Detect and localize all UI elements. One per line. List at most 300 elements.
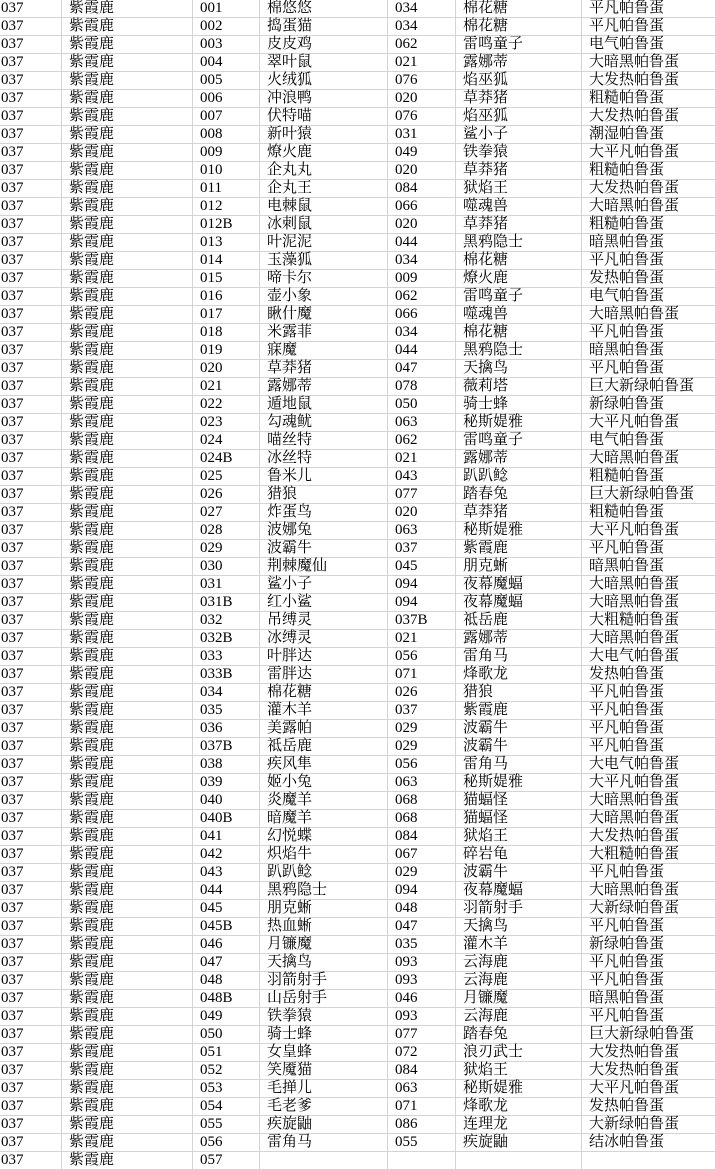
cell-partner-name[interactable]: 露娜蒂 xyxy=(456,54,582,72)
cell-partner-no[interactable]: 056 xyxy=(388,756,456,774)
cell-partner-no[interactable]: 020 xyxy=(388,90,456,108)
cell-partner-name[interactable]: 烽歌龙 xyxy=(456,666,582,684)
cell-family-name[interactable]: 紫霞鹿 xyxy=(62,234,193,252)
cell-family-name[interactable]: 紫霞鹿 xyxy=(62,126,193,144)
cell-partner-name[interactable]: 波霸牛 xyxy=(456,864,582,882)
cell-partner-no[interactable]: 084 xyxy=(388,1062,456,1080)
cell-partner-name[interactable]: 鲨小子 xyxy=(456,126,582,144)
cell-dex-no[interactable]: 037 xyxy=(0,126,62,144)
cell-partner-name[interactable]: 云海鹿 xyxy=(456,1008,582,1026)
cell-egg-type[interactable]: 暗黑帕鲁蛋 xyxy=(582,342,716,360)
cell-egg-type[interactable]: 平凡帕鲁蛋 xyxy=(582,972,716,990)
cell-family-name[interactable]: 紫霞鹿 xyxy=(62,288,193,306)
cell-family-name[interactable]: 紫霞鹿 xyxy=(62,36,193,54)
cell-partner-no[interactable]: 068 xyxy=(388,810,456,828)
cell-dex-no[interactable]: 037 xyxy=(0,432,62,450)
cell-partner-no[interactable]: 063 xyxy=(388,522,456,540)
cell-partner-name[interactable]: 朋克蜥 xyxy=(456,558,582,576)
cell-entry-no[interactable]: 021 xyxy=(193,378,260,396)
cell-entry-name[interactable] xyxy=(260,1152,388,1170)
cell-egg-type[interactable]: 大发热帕鲁蛋 xyxy=(582,1044,716,1062)
cell-egg-type[interactable]: 大暗黑帕鲁蛋 xyxy=(582,882,716,900)
cell-partner-name[interactable]: 雷鸣童子 xyxy=(456,432,582,450)
cell-partner-name[interactable]: 碎岩龟 xyxy=(456,846,582,864)
cell-partner-name[interactable]: 燎火鹿 xyxy=(456,270,582,288)
cell-egg-type[interactable]: 平凡帕鲁蛋 xyxy=(582,954,716,972)
cell-dex-no[interactable]: 037 xyxy=(0,990,62,1008)
cell-family-name[interactable]: 紫霞鹿 xyxy=(62,54,193,72)
cell-partner-no[interactable]: 026 xyxy=(388,684,456,702)
cell-partner-name[interactable]: 黑鸦隐士 xyxy=(456,342,582,360)
cell-dex-no[interactable]: 037 xyxy=(0,486,62,504)
cell-entry-no[interactable]: 023 xyxy=(193,414,260,432)
cell-family-name[interactable]: 紫霞鹿 xyxy=(62,612,193,630)
cell-entry-no[interactable]: 003 xyxy=(193,36,260,54)
cell-partner-no[interactable]: 037B xyxy=(388,612,456,630)
cell-family-name[interactable]: 紫霞鹿 xyxy=(62,252,193,270)
cell-family-name[interactable]: 紫霞鹿 xyxy=(62,1008,193,1026)
cell-family-name[interactable]: 紫霞鹿 xyxy=(62,0,193,18)
cell-entry-no[interactable]: 024B xyxy=(193,450,260,468)
cell-entry-name[interactable]: 月镰魔 xyxy=(260,936,388,954)
cell-partner-name[interactable]: 踏春兔 xyxy=(456,486,582,504)
cell-partner-name[interactable]: 踏春兔 xyxy=(456,1026,582,1044)
cell-partner-no[interactable]: 046 xyxy=(388,990,456,1008)
cell-egg-type[interactable]: 发热帕鲁蛋 xyxy=(582,666,716,684)
cell-entry-no[interactable]: 019 xyxy=(193,342,260,360)
cell-partner-no[interactable]: 009 xyxy=(388,270,456,288)
cell-partner-name[interactable]: 草莽猪 xyxy=(456,504,582,522)
cell-partner-no[interactable]: 094 xyxy=(388,882,456,900)
cell-partner-no[interactable]: 044 xyxy=(388,342,456,360)
cell-egg-type[interactable]: 大暗黑帕鲁蛋 xyxy=(582,198,716,216)
cell-partner-name[interactable]: 铁拳猿 xyxy=(456,144,582,162)
cell-partner-no[interactable]: 034 xyxy=(388,0,456,18)
cell-family-name[interactable]: 紫霞鹿 xyxy=(62,648,193,666)
cell-family-name[interactable]: 紫霞鹿 xyxy=(62,792,193,810)
cell-entry-name[interactable]: 企丸丸 xyxy=(260,162,388,180)
cell-entry-name[interactable]: 草莽猪 xyxy=(260,360,388,378)
cell-entry-no[interactable]: 057 xyxy=(193,1152,260,1170)
cell-family-name[interactable]: 紫霞鹿 xyxy=(62,1044,193,1062)
cell-dex-no[interactable]: 037 xyxy=(0,918,62,936)
cell-entry-name[interactable]: 红小鲨 xyxy=(260,594,388,612)
cell-dex-no[interactable]: 037 xyxy=(0,954,62,972)
cell-entry-name[interactable]: 毛掸儿 xyxy=(260,1080,388,1098)
cell-entry-name[interactable]: 企丸王 xyxy=(260,180,388,198)
cell-entry-no[interactable]: 011 xyxy=(193,180,260,198)
cell-entry-name[interactable]: 猎狼 xyxy=(260,486,388,504)
cell-egg-type[interactable]: 大发热帕鲁蛋 xyxy=(582,72,716,90)
cell-partner-name[interactable]: 狱焰王 xyxy=(456,828,582,846)
cell-entry-name[interactable]: 棉花糖 xyxy=(260,684,388,702)
cell-entry-no[interactable]: 004 xyxy=(193,54,260,72)
cell-partner-no[interactable]: 093 xyxy=(388,1008,456,1026)
cell-egg-type[interactable]: 平凡帕鲁蛋 xyxy=(582,360,716,378)
cell-partner-name[interactable]: 夜幕魔蝠 xyxy=(456,882,582,900)
cell-entry-name[interactable]: 伏特喵 xyxy=(260,108,388,126)
cell-partner-no[interactable]: 077 xyxy=(388,486,456,504)
cell-partner-name[interactable]: 天擒鸟 xyxy=(456,918,582,936)
cell-entry-name[interactable]: 雷胖达 xyxy=(260,666,388,684)
cell-entry-name[interactable]: 米露菲 xyxy=(260,324,388,342)
cell-entry-no[interactable]: 013 xyxy=(193,234,260,252)
cell-dex-no[interactable]: 037 xyxy=(0,756,62,774)
cell-partner-name[interactable]: 趴趴鲶 xyxy=(456,468,582,486)
cell-dex-no[interactable]: 037 xyxy=(0,774,62,792)
cell-entry-name[interactable]: 捣蛋猫 xyxy=(260,18,388,36)
cell-egg-type[interactable]: 大发热帕鲁蛋 xyxy=(582,180,716,198)
cell-family-name[interactable]: 紫霞鹿 xyxy=(62,918,193,936)
cell-entry-name[interactable]: 冰刺鼠 xyxy=(260,216,388,234)
cell-entry-name[interactable]: 火绒狐 xyxy=(260,72,388,90)
cell-dex-no[interactable]: 037 xyxy=(0,972,62,990)
cell-partner-no[interactable]: 056 xyxy=(388,648,456,666)
cell-egg-type[interactable]: 平凡帕鲁蛋 xyxy=(582,702,716,720)
cell-partner-no[interactable]: 078 xyxy=(388,378,456,396)
cell-entry-no[interactable]: 041 xyxy=(193,828,260,846)
cell-partner-name[interactable] xyxy=(456,1152,582,1170)
cell-egg-type[interactable]: 大平凡帕鲁蛋 xyxy=(582,522,716,540)
cell-partner-name[interactable]: 棉花糖 xyxy=(456,0,582,18)
cell-egg-type[interactable]: 大暗黑帕鲁蛋 xyxy=(582,576,716,594)
cell-dex-no[interactable]: 037 xyxy=(0,1062,62,1080)
cell-dex-no[interactable]: 037 xyxy=(0,864,62,882)
cell-family-name[interactable]: 紫霞鹿 xyxy=(62,558,193,576)
cell-partner-no[interactable]: 084 xyxy=(388,180,456,198)
cell-dex-no[interactable]: 037 xyxy=(0,36,62,54)
cell-partner-name[interactable]: 秘斯媞雅 xyxy=(456,414,582,432)
cell-egg-type[interactable]: 粗糙帕鲁蛋 xyxy=(582,468,716,486)
cell-family-name[interactable]: 紫霞鹿 xyxy=(62,468,193,486)
cell-entry-name[interactable]: 皮皮鸡 xyxy=(260,36,388,54)
cell-partner-no[interactable]: 049 xyxy=(388,144,456,162)
cell-family-name[interactable]: 紫霞鹿 xyxy=(62,180,193,198)
cell-entry-name[interactable]: 啼卡尔 xyxy=(260,270,388,288)
cell-entry-name[interactable]: 羽箭射手 xyxy=(260,972,388,990)
cell-entry-no[interactable]: 038 xyxy=(193,756,260,774)
cell-partner-no[interactable]: 067 xyxy=(388,846,456,864)
cell-family-name[interactable]: 紫霞鹿 xyxy=(62,1026,193,1044)
cell-dex-no[interactable]: 037 xyxy=(0,666,62,684)
cell-partner-no[interactable]: 063 xyxy=(388,774,456,792)
cell-entry-name[interactable]: 骑士蜂 xyxy=(260,1026,388,1044)
cell-dex-no[interactable]: 037 xyxy=(0,576,62,594)
cell-dex-no[interactable]: 037 xyxy=(0,18,62,36)
cell-egg-type[interactable]: 暗黑帕鲁蛋 xyxy=(582,558,716,576)
cell-egg-type[interactable]: 电气帕鲁蛋 xyxy=(582,288,716,306)
cell-dex-no[interactable]: 037 xyxy=(0,846,62,864)
cell-family-name[interactable]: 紫霞鹿 xyxy=(62,18,193,36)
cell-partner-no[interactable]: 093 xyxy=(388,972,456,990)
cell-entry-no[interactable]: 005 xyxy=(193,72,260,90)
cell-partner-name[interactable]: 骑士蜂 xyxy=(456,396,582,414)
cell-entry-no[interactable]: 024 xyxy=(193,432,260,450)
cell-family-name[interactable]: 紫霞鹿 xyxy=(62,936,193,954)
cell-entry-no[interactable]: 050 xyxy=(193,1026,260,1044)
cell-partner-no[interactable]: 084 xyxy=(388,828,456,846)
cell-entry-name[interactable]: 喵丝特 xyxy=(260,432,388,450)
cell-dex-no[interactable]: 037 xyxy=(0,180,62,198)
cell-entry-no[interactable]: 045B xyxy=(193,918,260,936)
cell-entry-name[interactable]: 电棘鼠 xyxy=(260,198,388,216)
cell-partner-name[interactable]: 猫蝠怪 xyxy=(456,810,582,828)
cell-egg-type[interactable]: 平凡帕鲁蛋 xyxy=(582,18,716,36)
cell-partner-no[interactable]: 071 xyxy=(388,1098,456,1116)
cell-dex-no[interactable]: 037 xyxy=(0,270,62,288)
cell-egg-type[interactable]: 电气帕鲁蛋 xyxy=(582,432,716,450)
cell-family-name[interactable]: 紫霞鹿 xyxy=(62,1134,193,1152)
cell-dex-no[interactable]: 037 xyxy=(0,54,62,72)
cell-entry-no[interactable]: 026 xyxy=(193,486,260,504)
cell-partner-name[interactable]: 天擒鸟 xyxy=(456,360,582,378)
cell-family-name[interactable]: 紫霞鹿 xyxy=(62,486,193,504)
cell-family-name[interactable]: 紫霞鹿 xyxy=(62,198,193,216)
cell-family-name[interactable]: 紫霞鹿 xyxy=(62,108,193,126)
cell-egg-type[interactable]: 大平凡帕鲁蛋 xyxy=(582,414,716,432)
cell-entry-name[interactable]: 吊缚灵 xyxy=(260,612,388,630)
cell-dex-no[interactable]: 037 xyxy=(0,630,62,648)
cell-dex-no[interactable]: 037 xyxy=(0,702,62,720)
cell-family-name[interactable]: 紫霞鹿 xyxy=(62,720,193,738)
cell-egg-type[interactable]: 粗糙帕鲁蛋 xyxy=(582,90,716,108)
cell-entry-name[interactable]: 山岳射手 xyxy=(260,990,388,1008)
cell-entry-name[interactable]: 寐魔 xyxy=(260,342,388,360)
cell-partner-no[interactable]: 048 xyxy=(388,900,456,918)
cell-dex-no[interactable]: 037 xyxy=(0,252,62,270)
cell-dex-no[interactable]: 037 xyxy=(0,324,62,342)
cell-entry-name[interactable]: 祗岳鹿 xyxy=(260,738,388,756)
cell-dex-no[interactable]: 037 xyxy=(0,342,62,360)
cell-family-name[interactable]: 紫霞鹿 xyxy=(62,432,193,450)
cell-entry-no[interactable]: 040B xyxy=(193,810,260,828)
cell-family-name[interactable]: 紫霞鹿 xyxy=(62,522,193,540)
cell-dex-no[interactable]: 037 xyxy=(0,558,62,576)
cell-partner-name[interactable]: 露娜蒂 xyxy=(456,630,582,648)
cell-egg-type[interactable]: 大暗黑帕鲁蛋 xyxy=(582,810,716,828)
cell-entry-name[interactable]: 姬小兔 xyxy=(260,774,388,792)
cell-egg-type[interactable]: 平凡帕鲁蛋 xyxy=(582,540,716,558)
cell-family-name[interactable]: 紫霞鹿 xyxy=(62,684,193,702)
cell-partner-no[interactable]: 071 xyxy=(388,666,456,684)
cell-entry-name[interactable]: 冰丝特 xyxy=(260,450,388,468)
cell-partner-name[interactable]: 秘斯媞雅 xyxy=(456,774,582,792)
cell-entry-no[interactable]: 016 xyxy=(193,288,260,306)
cell-partner-name[interactable]: 狱焰王 xyxy=(456,180,582,198)
cell-partner-name[interactable]: 草莽猪 xyxy=(456,216,582,234)
cell-entry-no[interactable]: 014 xyxy=(193,252,260,270)
cell-entry-no[interactable]: 044 xyxy=(193,882,260,900)
cell-egg-type[interactable]: 大暗黑帕鲁蛋 xyxy=(582,450,716,468)
cell-entry-no[interactable]: 007 xyxy=(193,108,260,126)
cell-partner-no[interactable]: 093 xyxy=(388,954,456,972)
cell-entry-no[interactable]: 033 xyxy=(193,648,260,666)
cell-family-name[interactable]: 紫霞鹿 xyxy=(62,990,193,1008)
cell-entry-name[interactable]: 玉藻狐 xyxy=(260,252,388,270)
cell-partner-name[interactable]: 棉花糖 xyxy=(456,324,582,342)
cell-entry-no[interactable]: 025 xyxy=(193,468,260,486)
cell-entry-no[interactable]: 009 xyxy=(193,144,260,162)
cell-egg-type[interactable]: 大发热帕鲁蛋 xyxy=(582,828,716,846)
cell-family-name[interactable]: 紫霞鹿 xyxy=(62,414,193,432)
cell-egg-type[interactable]: 大暗黑帕鲁蛋 xyxy=(582,306,716,324)
cell-entry-no[interactable]: 029 xyxy=(193,540,260,558)
cell-dex-no[interactable]: 037 xyxy=(0,1026,62,1044)
cell-entry-name[interactable]: 灌木羊 xyxy=(260,702,388,720)
cell-family-name[interactable]: 紫霞鹿 xyxy=(62,144,193,162)
cell-entry-no[interactable]: 042 xyxy=(193,846,260,864)
cell-partner-name[interactable]: 紫霞鹿 xyxy=(456,702,582,720)
cell-egg-type[interactable]: 大平凡帕鲁蛋 xyxy=(582,774,716,792)
cell-family-name[interactable]: 紫霞鹿 xyxy=(62,702,193,720)
cell-dex-no[interactable]: 037 xyxy=(0,900,62,918)
cell-entry-no[interactable]: 056 xyxy=(193,1134,260,1152)
cell-family-name[interactable]: 紫霞鹿 xyxy=(62,450,193,468)
cell-entry-name[interactable]: 暗魔羊 xyxy=(260,810,388,828)
cell-partner-name[interactable]: 秘斯媞雅 xyxy=(456,522,582,540)
cell-partner-name[interactable]: 噬魂兽 xyxy=(456,198,582,216)
cell-entry-name[interactable]: 燎火鹿 xyxy=(260,144,388,162)
cell-family-name[interactable]: 紫霞鹿 xyxy=(62,738,193,756)
cell-family-name[interactable]: 紫霞鹿 xyxy=(62,216,193,234)
cell-entry-no[interactable]: 031B xyxy=(193,594,260,612)
cell-dex-no[interactable]: 037 xyxy=(0,612,62,630)
cell-partner-name[interactable]: 紫霞鹿 xyxy=(456,540,582,558)
cell-partner-no[interactable]: 077 xyxy=(388,1026,456,1044)
cell-entry-no[interactable]: 022 xyxy=(193,396,260,414)
cell-dex-no[interactable]: 037 xyxy=(0,198,62,216)
cell-partner-no[interactable] xyxy=(388,1152,456,1170)
cell-egg-type[interactable]: 巨大新绿帕鲁蛋 xyxy=(582,1026,716,1044)
cell-dex-no[interactable]: 037 xyxy=(0,108,62,126)
cell-egg-type[interactable]: 潮湿帕鲁蛋 xyxy=(582,126,716,144)
cell-family-name[interactable]: 紫霞鹿 xyxy=(62,1062,193,1080)
cell-entry-name[interactable]: 毛老爹 xyxy=(260,1098,388,1116)
cell-partner-name[interactable]: 猫蝠怪 xyxy=(456,792,582,810)
cell-dex-no[interactable]: 037 xyxy=(0,522,62,540)
cell-egg-type[interactable]: 大发热帕鲁蛋 xyxy=(582,108,716,126)
cell-dex-no[interactable]: 037 xyxy=(0,234,62,252)
cell-dex-no[interactable]: 037 xyxy=(0,540,62,558)
cell-dex-no[interactable]: 037 xyxy=(0,306,62,324)
cell-egg-type[interactable]: 巨大新绿帕鲁蛋 xyxy=(582,486,716,504)
cell-entry-name[interactable]: 炸蛋鸟 xyxy=(260,504,388,522)
cell-entry-name[interactable]: 朋克蜥 xyxy=(260,900,388,918)
cell-partner-name[interactable]: 雷角马 xyxy=(456,756,582,774)
cell-partner-no[interactable]: 086 xyxy=(388,1116,456,1134)
cell-dex-no[interactable]: 037 xyxy=(0,504,62,522)
cell-partner-no[interactable]: 047 xyxy=(388,918,456,936)
cell-egg-type[interactable]: 粗糙帕鲁蛋 xyxy=(582,504,716,522)
cell-dex-no[interactable]: 037 xyxy=(0,0,62,18)
cell-dex-no[interactable]: 037 xyxy=(0,1080,62,1098)
cell-entry-no[interactable]: 012 xyxy=(193,198,260,216)
cell-partner-name[interactable]: 云海鹿 xyxy=(456,972,582,990)
cell-entry-name[interactable]: 荆棘魔仙 xyxy=(260,558,388,576)
cell-entry-name[interactable]: 天擒鸟 xyxy=(260,954,388,972)
cell-partner-name[interactable]: 雷鸣童子 xyxy=(456,288,582,306)
cell-entry-no[interactable]: 017 xyxy=(193,306,260,324)
cell-partner-no[interactable]: 043 xyxy=(388,468,456,486)
cell-egg-type[interactable]: 大新绿帕鲁蛋 xyxy=(582,1116,716,1134)
cell-entry-name[interactable]: 翠叶鼠 xyxy=(260,54,388,72)
cell-family-name[interactable]: 紫霞鹿 xyxy=(62,900,193,918)
cell-entry-no[interactable]: 006 xyxy=(193,90,260,108)
cell-egg-type[interactable]: 发热帕鲁蛋 xyxy=(582,270,716,288)
cell-family-name[interactable]: 紫霞鹿 xyxy=(62,324,193,342)
cell-dex-no[interactable]: 037 xyxy=(0,684,62,702)
cell-egg-type[interactable]: 平凡帕鲁蛋 xyxy=(582,252,716,270)
cell-entry-no[interactable]: 053 xyxy=(193,1080,260,1098)
cell-entry-name[interactable]: 女皇蜂 xyxy=(260,1044,388,1062)
cell-egg-type[interactable]: 平凡帕鲁蛋 xyxy=(582,864,716,882)
cell-partner-no[interactable]: 035 xyxy=(388,936,456,954)
cell-family-name[interactable]: 紫霞鹿 xyxy=(62,864,193,882)
cell-egg-type[interactable]: 大平凡帕鲁蛋 xyxy=(582,144,716,162)
cell-partner-no[interactable]: 062 xyxy=(388,36,456,54)
cell-family-name[interactable]: 紫霞鹿 xyxy=(62,270,193,288)
cell-family-name[interactable]: 紫霞鹿 xyxy=(62,90,193,108)
cell-egg-type[interactable]: 平凡帕鲁蛋 xyxy=(582,1008,716,1026)
cell-partner-name[interactable]: 夜幕魔蝠 xyxy=(456,594,582,612)
cell-dex-no[interactable]: 037 xyxy=(0,810,62,828)
cell-dex-no[interactable]: 037 xyxy=(0,1116,62,1134)
cell-entry-no[interactable]: 055 xyxy=(193,1116,260,1134)
cell-egg-type[interactable]: 大粗糙帕鲁蛋 xyxy=(582,612,716,630)
cell-partner-no[interactable]: 020 xyxy=(388,216,456,234)
cell-entry-no[interactable]: 034 xyxy=(193,684,260,702)
cell-partner-no[interactable]: 063 xyxy=(388,1080,456,1098)
cell-partner-no[interactable]: 066 xyxy=(388,198,456,216)
cell-egg-type[interactable]: 大电气帕鲁蛋 xyxy=(582,648,716,666)
cell-dex-no[interactable]: 037 xyxy=(0,72,62,90)
cell-entry-no[interactable]: 045 xyxy=(193,900,260,918)
cell-dex-no[interactable]: 037 xyxy=(0,648,62,666)
cell-egg-type[interactable]: 暗黑帕鲁蛋 xyxy=(582,234,716,252)
cell-entry-no[interactable]: 012B xyxy=(193,216,260,234)
cell-partner-no[interactable]: 020 xyxy=(388,504,456,522)
cell-dex-no[interactable]: 037 xyxy=(0,468,62,486)
cell-dex-no[interactable]: 037 xyxy=(0,792,62,810)
cell-family-name[interactable]: 紫霞鹿 xyxy=(62,576,193,594)
cell-entry-name[interactable]: 叶泥泥 xyxy=(260,234,388,252)
cell-entry-name[interactable]: 冰缚灵 xyxy=(260,630,388,648)
cell-family-name[interactable]: 紫霞鹿 xyxy=(62,306,193,324)
cell-family-name[interactable]: 紫霞鹿 xyxy=(62,72,193,90)
cell-partner-name[interactable]: 疾旋鼬 xyxy=(456,1134,582,1152)
cell-entry-no[interactable]: 008 xyxy=(193,126,260,144)
cell-partner-no[interactable]: 094 xyxy=(388,576,456,594)
cell-entry-no[interactable]: 001 xyxy=(193,0,260,18)
cell-partner-name[interactable]: 猎狼 xyxy=(456,684,582,702)
cell-partner-name[interactable]: 雷角马 xyxy=(456,648,582,666)
cell-partner-no[interactable]: 068 xyxy=(388,792,456,810)
cell-family-name[interactable]: 紫霞鹿 xyxy=(62,378,193,396)
cell-dex-no[interactable]: 037 xyxy=(0,936,62,954)
cell-egg-type[interactable] xyxy=(582,1152,716,1170)
cell-entry-name[interactable]: 冲浪鸭 xyxy=(260,90,388,108)
cell-egg-type[interactable]: 结冰帕鲁蛋 xyxy=(582,1134,716,1152)
cell-family-name[interactable]: 紫霞鹿 xyxy=(62,396,193,414)
cell-family-name[interactable]: 紫霞鹿 xyxy=(62,846,193,864)
cell-partner-no[interactable]: 076 xyxy=(388,108,456,126)
cell-entry-name[interactable]: 波娜兔 xyxy=(260,522,388,540)
cell-dex-no[interactable]: 037 xyxy=(0,1152,62,1170)
cell-dex-no[interactable]: 037 xyxy=(0,90,62,108)
cell-entry-no[interactable]: 020 xyxy=(193,360,260,378)
cell-dex-no[interactable]: 037 xyxy=(0,360,62,378)
cell-entry-name[interactable]: 叶胖达 xyxy=(260,648,388,666)
